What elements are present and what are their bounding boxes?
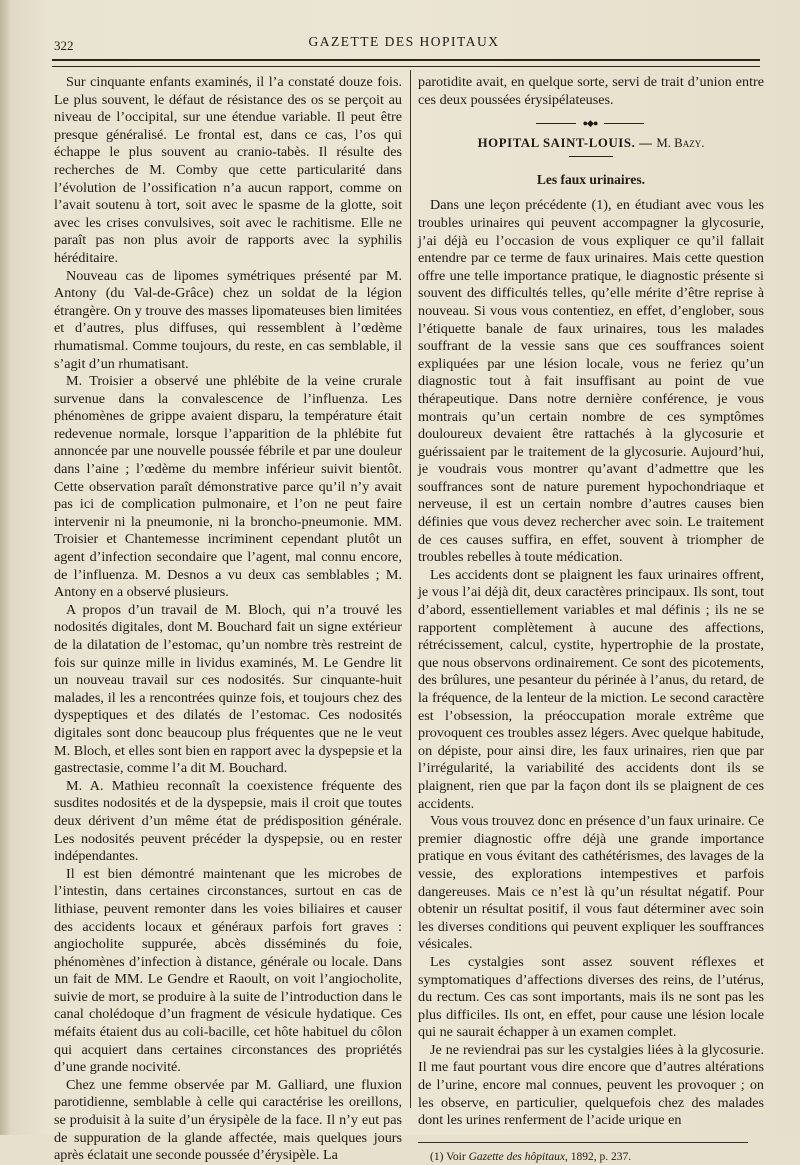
paragraph: M. A. Mathieu reconnaît la coexistence fréquente des susdites nodosités et de la dyspepsie, mais il croit que toutes deux dérivent d’un même état de prédisposition générale. Les nodosités peuvent précéder la dyspepsie, ou en rester indépendantes. — [54, 777, 402, 865]
ornament-dots: ●◆● — [582, 118, 598, 129]
paragraph: Les cystalgies sont assez souvent réflexes et symptomatiques d’affections diverses des reins, de l’utérus, du rectum. Ces cas sont importants, mais ils ne sont pas les plus difficiles. Ils ont, en effet, pour cause une lésion locale qui ne saurait échapper à un examen complet. — [418, 953, 764, 1041]
section-title: Les faux urinaires. — [536, 171, 646, 187]
paragraph: Les accidents dont se plaignent les faux urinaires offrent, je vous l’ai déjà dit, deux caractères principaux. Ils sont, tout d’abord, essentiellement variables et mal définis ; ils ne se rapportent complètement à aucune des affections, rétrécissement, calcul, cystite, hypertrophie de la prostate, que nous observons ordinairement. Ce sont des picotements, des brûlures, une pesanteur du périnée à l’anus, du retard, de la fréquence, de la lenteur de la miction. Le second caractère est l’obsession, la préoccupation morale extrême que provoquent ces troubles assez légers. Avec quelque habitude, on dépiste, pour ainsi dire, les faux urinaires, rien que par l’irrégularité, la variabilité des accidents dont ils se plaignent, rien que par la façon dont ils se plaignent de ces accidents. — [418, 566, 764, 812]
paragraph: Sur cinquante enfants examinés, il l’a constaté douze fois. Le plus souvent, le défaut de résistance des os se perçoit au niveau de l’occipital, sur une étendue variable. Il peut être presque généralisé. Le frontal est, dans ce cas, l’os qui échappe le plus souvent au cranio-tabès. Il résulte des recherches de M. Comby que cette particularité dans l’évolution de l’ossification n’a aucun rapport, comme on l’avait soutenu à tort, soit avec le spasme de la glotte, soit avec les crises convulsives, soit avec le rachitisme. Elle ne paraît pas non plus avoir de rapports avec la syphilis héréditaire. — [54, 74, 402, 266]
paragraph: Il est bien démontré maintenant que les microbes de l’intestin, dans certaines circonstances, surtout en cas de lithiase, peuvent remonter dans les voies biliaires et causer des accidents locaux et généraux parfois fort graves : angiocholite suppurée, abcès disséminés du foie, phénomènes d’infection à distance, générale ou locale. Dans un fait de MM. Le Gendre et Raoult, on voit l’angiocholite, suivie de mort, se produire à la suite de l’introduction dans le canal cholédoque d’un fragment de vésicule hydatique. Ces méfaits étaient dus au coli-bacille, cet hôte habituel du côlon qui acquiert dans certaines circonstances des propriétés d’une grande nocivité. — [54, 865, 402, 1076]
ornament-divider — [418, 119, 764, 127]
header-rule — [52, 59, 760, 67]
paragraph: Nouveau cas de lipomes symétriques présenté par M. Antony (du Val-de-Grâce) chez un soldat de la légion étrangère. On y trouve des masses lipomateuses bien limitées et d’autres, plus diffuses, qui ressemblent à l’œdème rhumatismal. Comme toujours, du reste, en cas semblable, il s’agit d’un rhumatisant. — [54, 267, 402, 372]
hospital-heading — [418, 135, 764, 153]
right-column — [418, 74, 764, 1164]
paragraph: M. Troisier a observé une phlébite de la veine crurale survenue dans la convalescence de l’influenza. Les phénomènes de grippe avaient disparu, la température était redevenue normale, lorsque l’apparition de la phlébite fut annoncée par une nouvelle poussée fébrile et par une douleur dans l’aine ; l’œdème du membre inférieur suivit bientôt. Cette observation paraît démonstrative parce qu’il n’y avait pas ici de complication pulmonaire, et l’on ne peut faire intervenir ni la pneumonie, ni la broncho-pneumonie. MM. Troisier et Chantemesse incriminent cependant plutôt un agent d’infection secondaire que l’agent, mal connu encore, de l’influenza. M. Desnos a vu deux cas semblables ; M. Antony en a observé plusieurs. — [54, 373, 402, 601]
continuation-paragraph: parotidite avait, en quelque sorte, servi de trait d’union entre ces deux poussées érysipélateuses. — [418, 74, 764, 108]
heading-rule — [569, 156, 613, 157]
paragraph: A propos d’un travail de M. Bloch, qui n’a trouvé les nodosités digitales, dont M. Bouchard fait un signe extérieur de la dilatation de l’estomac, qu’un nombre très restreint de fois sur quinze mille in lividus examinés, M. Le Gendre lit un nouveau travail sur ces nodosités. Sur cinquante-huit malades, il les a rencontrées quinze fois, et toujours chez des dyspeptiques et des dilatés de l’estomac. Ces nodosités digitales sont donc beaucoup plus fréquentes que ne le veut M. Bloch, et elles sont bien en rapport avec la dyspepsie et la gastrectasie, comme l’a dit M. Bouchard. — [54, 601, 402, 777]
paragraph: Vous vous trouvez donc en présence d’un faux urinaire. Ce premier diagnostic offre déjà une grande importance pratique en vous évitant des cathétérismes, des lavages de la vessie, des explorations intempestives et parfois dangereuses. Mais ce n’est là qu’un résultat négatif. Pour obtenir un résultat positif, il vous faut déterminer avec soin les diverses conditions qui peuvent expliquer les souffrances vésicales. — [418, 813, 764, 953]
column-divider — [410, 70, 411, 1108]
hospital-name: HOPITAL SAINT-LOUIS. — — [477, 136, 657, 151]
left-column — [54, 74, 402, 1165]
paragraph: Chez une femme observée par M. Galliard, une fluxion parotidienne, semblable à celle qui caractérise les oreillons, se produisit à la suite d’un érysipèle de la face. Il n’y eut pas de suppuration de la glande affectée, mais quelques jours après éclatait une seconde poussée d’érysipèle. La — [54, 1076, 402, 1164]
footnote-rule — [418, 1142, 748, 1143]
doctor-name: M. Bazy. — [656, 136, 705, 151]
paragraph: Dans une leçon précédente (1), en étudiant avec vous les troubles urinaires qui peuvent accompagner la glycosurie, j’ai déjà eu l’occasion de vous expliquer ce qu’il fallait entendre par ce terme de faux urinaires. Mais cette question offre une telle importance pratique, le diagnostic présente si souvent des difficultés telles, qu’elle mérite d’être reprise à nouveau. Si vous vous contentiez, en effet, d’englober, sous l’étiquette banale de faux urinaires, tous les malades souffrant de la vessie sans que ces souffrances soient expliquées par une lésion locale, vous ne feriez qu’un diagnostic tout à fait insuffisant au point de vue thérapeutique. Dans notre dernière conférence, je vous montrais qu’un certain nombre de ces symptômes douloureux devaient être rattachés à la glycosurie et guérissaient par le traitement de la glycosurie. Aujourd’hui, je voudrais vous montrer qu’avant d’admettre que les souffrances sont de nature purement hypochondriaque et nerveuse, il est un certain nombre d’autres causes bien définies que vous devez rechercher avec soin. Le traitement de ces causes suffira, en effet, souvent à triompher de troubles rebelles à toute médication. — [418, 197, 764, 566]
footnote-journal: Gazette des hôpitaux — [468, 1150, 566, 1163]
binding-edge — [0, 0, 10, 1135]
paragraph: Je ne reviendrai pas sur les cystalgies liées à la glycosurie. Il me faut pourtant vous dire encore que d’autres altérations de l’urine, encore mal connues, peuvent les provoquer ; on les observe, en particulier, quelquefois chez des malades dont les urines renferment de l’acide urique en — [418, 1041, 764, 1129]
footnote: (1) Voir Gazette des hôpitaux, 1892, p. 237. — [430, 1150, 632, 1163]
running-title: GAZETTE DES HOPITAUX — [308, 34, 500, 49]
page-header — [48, 34, 760, 52]
page-number: 322 — [54, 38, 74, 53]
